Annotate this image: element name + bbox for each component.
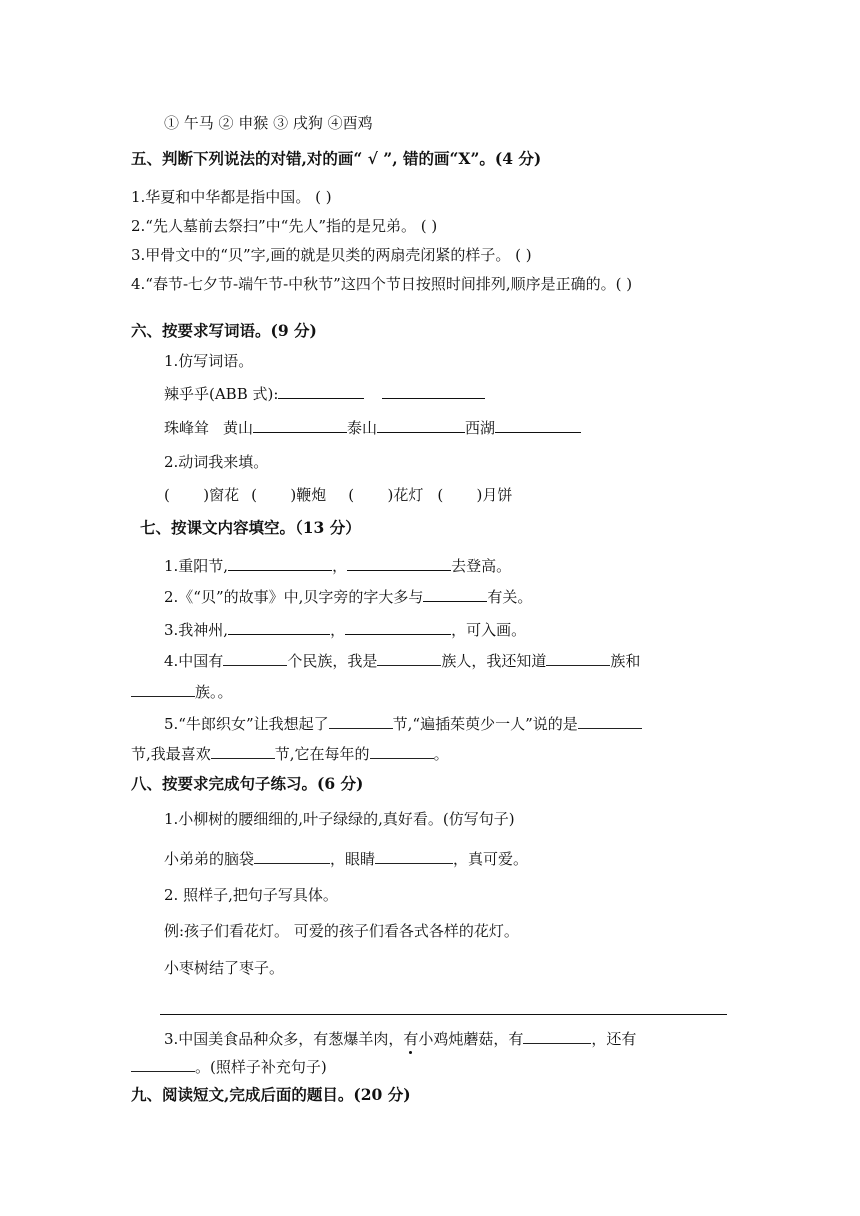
q5-blank-3[interactable] bbox=[211, 744, 275, 759]
sec8-q3 bbox=[164, 1029, 636, 1049]
sec7-q4-cont bbox=[131, 682, 233, 702]
abb-blank-1[interactable] bbox=[278, 384, 364, 399]
q5-text-c: 节,我最喜欢 bbox=[131, 745, 211, 763]
q4-text-a: 4.中国有 bbox=[164, 652, 224, 670]
sec7-q2 bbox=[164, 587, 532, 607]
q4-text-e: 族。。 bbox=[195, 683, 233, 701]
q8-1-text-b: ，眼睛 bbox=[330, 850, 376, 868]
q4-text-d: 族和 bbox=[610, 652, 641, 670]
sec8-q2-sentence: 小枣树结了枣子。 bbox=[164, 959, 285, 977]
section-8-heading: 八、按要求完成句子练习。(6 分) bbox=[131, 774, 364, 793]
q8-3-text-d: 。(照样子补充句子) bbox=[195, 1058, 327, 1076]
q3-blank-2[interactable] bbox=[345, 620, 451, 635]
q4-text-b: 个民族，我是 bbox=[287, 652, 378, 670]
judge-item-3: 3.甲骨文中的“贝”字,画的就是贝类的两扇壳闭紧的样子。 ( ) bbox=[131, 246, 532, 264]
verbs-row bbox=[164, 485, 512, 505]
abb-row bbox=[164, 384, 485, 404]
q8-1-text-a: 小弟弟的脑袋 bbox=[164, 850, 255, 868]
sec7-q1 bbox=[164, 556, 511, 576]
verb-target-2: 鞭炮 bbox=[296, 486, 327, 504]
sec8-example: 例:孩子们看花灯。 可爱的孩子们看各式各样的花灯。 bbox=[164, 922, 519, 940]
place-label-3: 泰山 bbox=[347, 419, 378, 437]
verb-target-1: 窗花 bbox=[209, 486, 240, 504]
q3-text-b: ， bbox=[330, 621, 346, 639]
q4-text-c: 族人，我还知道 bbox=[441, 652, 547, 670]
zodiac-options: ① 午马 ② 申猴 ③ 戌狗 ④酉鸡 bbox=[164, 114, 373, 132]
place-label-1: 珠峰耸 bbox=[164, 419, 210, 437]
sec6-q2: 2.动词我来填。 bbox=[164, 453, 269, 471]
sec8-q2: 2. 照样子,把句子写具体。 bbox=[164, 886, 338, 904]
sec6-q1: 1.仿写词语。 bbox=[164, 352, 254, 370]
place-blank-2[interactable] bbox=[377, 418, 465, 433]
q5-text-a: 5.“牛郎织女”让我想起了 bbox=[164, 715, 329, 733]
q8-1-blank-2[interactable] bbox=[375, 849, 453, 864]
q1-text-b: ， bbox=[332, 557, 348, 575]
abb-label: 辣乎乎(ABB 式): bbox=[164, 385, 279, 403]
sec7-q5 bbox=[164, 714, 642, 734]
q4-blank-1[interactable] bbox=[223, 651, 287, 666]
verb-paren-4[interactable]: ( ) bbox=[437, 486, 483, 504]
q5-text-e: 。 bbox=[433, 745, 449, 763]
judge-item-1: 1.华夏和中华都是指中国。 ( ) bbox=[131, 188, 332, 206]
q8-3-text-b: 小鸡炖蘑菇，有 bbox=[418, 1030, 524, 1048]
q5-blank-1[interactable] bbox=[329, 714, 393, 729]
abb-blank-2[interactable] bbox=[382, 384, 485, 399]
q1-blank-1[interactable] bbox=[228, 556, 332, 571]
verb-target-4: 月饼 bbox=[482, 486, 513, 504]
answer-line[interactable] bbox=[160, 1014, 727, 1015]
judge-item-4: 4.“春节-七夕节-端午节-中秋节”这四个节日按照时间排列,顺序是正确的。( ) bbox=[131, 275, 633, 293]
verb-paren-2[interactable]: ( ) bbox=[251, 486, 297, 504]
q3-blank-1[interactable] bbox=[228, 620, 330, 635]
q5-text-d: 节,它在每年的 bbox=[274, 745, 370, 763]
section-7-heading: 七、按课文内容填空。（13 分） bbox=[140, 518, 361, 537]
verb-paren-1[interactable]: ( ) bbox=[164, 486, 210, 504]
q2-blank[interactable] bbox=[423, 587, 487, 602]
verb-paren-3[interactable]: ( ) bbox=[348, 486, 394, 504]
q1-blank-2[interactable] bbox=[347, 556, 451, 571]
section-5-heading: 五、判断下列说法的对错,对的画“ √ ”, 错的画“X”。(4 分) bbox=[131, 149, 542, 168]
place-blank-1[interactable] bbox=[253, 418, 347, 433]
q5-blank-4[interactable] bbox=[370, 744, 434, 759]
sec7-q5-cont bbox=[131, 744, 449, 764]
q2-text-a: 2.《“贝”的故事》中,贝字旁的字大多与 bbox=[164, 588, 424, 606]
sec7-q3 bbox=[164, 620, 526, 640]
q8-3-blank-1[interactable] bbox=[523, 1029, 591, 1044]
place-label-2: 黄山 bbox=[223, 419, 254, 437]
q8-3-blank-2[interactable] bbox=[131, 1057, 195, 1072]
q8-3-text-a: 3.中国美食品种众多，有葱爆羊肉， bbox=[164, 1030, 404, 1048]
q4-blank-3[interactable] bbox=[546, 651, 610, 666]
q8-3-dot-char: 有 bbox=[403, 1030, 419, 1048]
sec8-q3-cont bbox=[131, 1057, 327, 1077]
sec8-q1-answer bbox=[164, 849, 528, 869]
q2-text-b: 有关。 bbox=[487, 588, 533, 606]
sec8-q1: 1.小柳树的腰细细的,叶子绿绿的,真好看。(仿写句子) bbox=[164, 810, 515, 828]
q1-text-a: 1.重阳节, bbox=[164, 557, 229, 575]
q5-text-b: 节,“遍插茱萸少一人”说的是 bbox=[392, 715, 578, 733]
place-blank-3[interactable] bbox=[495, 418, 581, 433]
places-row bbox=[164, 418, 581, 438]
q8-1-text-c: ，真可爱。 bbox=[453, 850, 529, 868]
verb-target-3: 花灯 bbox=[393, 486, 424, 504]
q8-3-text-c: ，还有 bbox=[591, 1030, 637, 1048]
section-6-heading: 六、按要求写词语。(9 分) bbox=[131, 321, 317, 340]
q4-blank-4[interactable] bbox=[131, 682, 195, 697]
judge-item-2: 2.“先人墓前去祭扫”中“先人”指的是兄弟。 ( ) bbox=[131, 217, 438, 235]
q1-text-c: 去登高。 bbox=[451, 557, 512, 575]
place-label-4: 西湖 bbox=[465, 419, 496, 437]
q3-text-a: 3.我神州, bbox=[164, 621, 229, 639]
q4-blank-2[interactable] bbox=[377, 651, 441, 666]
sec7-q4 bbox=[164, 651, 640, 671]
q3-text-c: ，可入画。 bbox=[451, 621, 527, 639]
q8-1-blank-1[interactable] bbox=[254, 849, 330, 864]
section-9-heading: 九、阅读短文,完成后面的题目。(20 分) bbox=[131, 1085, 411, 1104]
q5-blank-2[interactable] bbox=[578, 714, 642, 729]
